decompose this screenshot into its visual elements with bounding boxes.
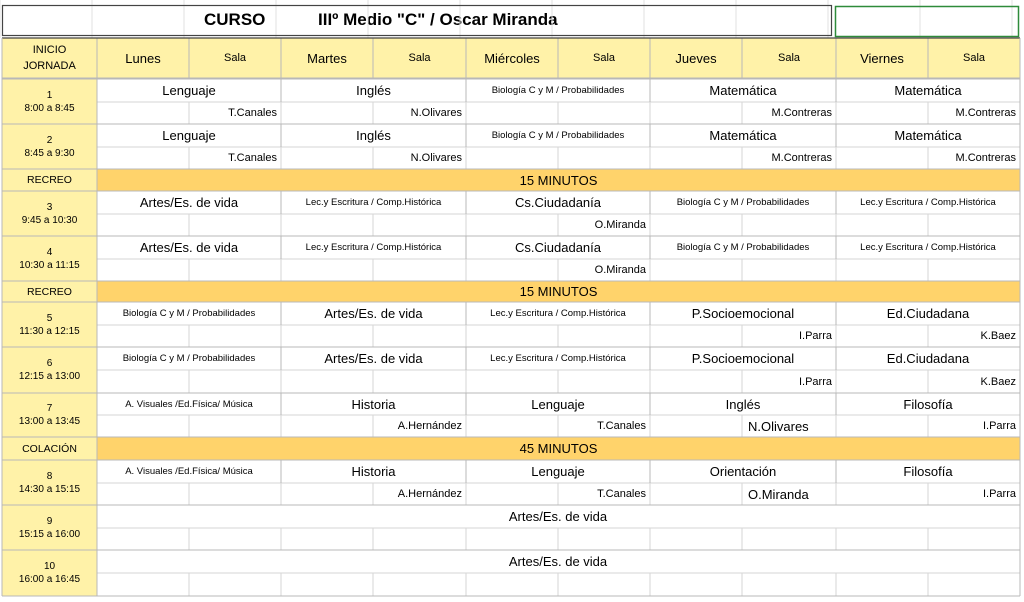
teacher-cell — [928, 528, 1020, 550]
teacher-cell — [373, 573, 466, 596]
teacher-cell — [373, 325, 466, 347]
teacher-cell: A.Hernández — [397, 488, 462, 500]
subject-cell: P.Socioemocional — [691, 351, 795, 366]
subject-cell: Historia — [351, 464, 396, 479]
header-sala-1: Sala — [373, 38, 466, 78]
title-curso: CURSO — [204, 10, 266, 29]
block-hours: 14:30 a 15:15 — [18, 483, 81, 495]
subject-cell: Biología C y M / Probabilidades — [122, 308, 256, 319]
block-hours: 13:00 a 13:45 — [18, 416, 81, 427]
teacher-cell: I.Parra — [798, 330, 832, 342]
block-time-4 — [2, 302, 97, 347]
subject-cell: Lenguaje — [162, 128, 216, 143]
teacher-cell — [928, 573, 1020, 596]
subject-cell: Lec.y Escritura / Comp.Histórica — [305, 197, 442, 208]
subject-cell: Historia — [351, 396, 396, 412]
header-sala-2: Sala — [558, 38, 650, 78]
block-number: 8 — [46, 470, 53, 482]
teacher-cell: O.Miranda — [748, 486, 809, 502]
teacher-cell: I.Parra — [798, 375, 832, 388]
break-duration-0: 15 MINUTOS — [97, 169, 1020, 191]
subject-cell: Matemática — [894, 128, 962, 143]
header-day-1: Martes — [281, 38, 373, 78]
subject-cell: Matemática — [709, 83, 777, 98]
block-number: 9 — [46, 515, 53, 527]
subject-cell: Artes/Es. de vida — [324, 351, 423, 366]
teacher-cell: K.Baez — [980, 375, 1016, 388]
teacher-cell: N.Olivares — [410, 107, 462, 119]
block-time-2 — [2, 191, 97, 236]
block-hours: 15:15 a 16:00 — [18, 528, 81, 540]
teacher-cell: O.Miranda — [594, 264, 646, 276]
block-hours: 10:30 a 11:15 — [19, 259, 80, 271]
teacher-cell — [189, 259, 281, 281]
header-inicio: INICIO — [32, 44, 67, 56]
subject-cell: Inglés — [356, 128, 391, 143]
block-hours: 16:00 a 16:45 — [18, 574, 81, 585]
subject-cell: Filosofía — [903, 396, 953, 412]
break-label-1: RECREO — [2, 281, 97, 302]
block-time-6 — [2, 393, 97, 437]
header-sala-3: Sala — [742, 38, 836, 78]
subject-cell — [836, 550, 1020, 573]
subject-cell: Lec.y Escritura / Comp.Histórica — [490, 353, 626, 364]
teacher-cell: O.Miranda — [594, 219, 646, 231]
subject-cell: Ed.Ciudadana — [886, 306, 970, 321]
teacher-cell: M.Contreras — [771, 152, 832, 164]
selected-cell-outline — [836, 7, 1019, 37]
subject-cell: Artes/Es. de vida — [139, 240, 239, 255]
subject-cell: Cs.Ciudadanía — [515, 240, 601, 255]
teacher-cell — [558, 528, 650, 550]
subject-cell — [650, 550, 836, 573]
teacher-cell: T.Canales — [228, 107, 277, 119]
header-day-2: Miércoles — [466, 38, 558, 78]
block-number: 5 — [46, 312, 53, 324]
block-number: 2 — [46, 134, 53, 146]
block-number: 3 — [46, 201, 53, 213]
teacher-cell — [928, 259, 1020, 281]
subject-cell: Artes/Es. de vida — [139, 195, 239, 210]
teacher-cell: M.Contreras — [955, 152, 1016, 164]
header-sala-4: Sala — [928, 38, 1020, 78]
block-number: 10 — [43, 561, 56, 572]
block-hours: 8:00 a 8:45 — [24, 102, 75, 114]
teacher-cell — [189, 325, 281, 347]
teacher-cell: A.Hernández — [397, 420, 462, 432]
block-time-5 — [2, 347, 97, 393]
teacher-cell — [189, 214, 281, 236]
subject-cell: Biología C y M / Probabilidades — [491, 130, 625, 141]
block-hours: 9:45 a 10:30 — [21, 214, 78, 226]
break-label-0: RECREO — [2, 169, 97, 191]
subject-cell — [281, 505, 466, 528]
subject-cell: Ed.Ciudadana — [886, 351, 970, 366]
teacher-cell — [558, 102, 650, 124]
subject-cell — [650, 505, 836, 528]
subject-cell: Inglés — [356, 83, 391, 98]
header-jornada: JORNADA — [23, 60, 76, 72]
teacher-cell: I.Parra — [982, 488, 1016, 500]
teacher-cell — [373, 259, 466, 281]
block-time-0 — [2, 79, 97, 124]
subject-cell: Inglés — [725, 396, 761, 412]
subject-cell: Orientación — [709, 464, 777, 479]
teacher-cell — [928, 214, 1020, 236]
header-day-4: Viernes — [836, 38, 928, 78]
block-time-7 — [2, 460, 97, 505]
subject-cell: Biología C y M / Probabilidades — [676, 242, 810, 253]
title-course: IIIº Medio "C" / Oscar Miranda — [318, 10, 558, 29]
subject-cell — [97, 505, 281, 528]
subject-cell: Artes/Es. de vida — [324, 306, 423, 321]
teacher-cell — [189, 415, 281, 437]
teacher-cell — [742, 259, 836, 281]
subject-cell: Filosofía — [903, 464, 953, 479]
teacher-cell: N.Olivares — [410, 152, 462, 164]
teacher-cell — [189, 573, 281, 596]
teacher-cell: T.Canales — [597, 488, 646, 500]
teacher-cell — [373, 370, 466, 393]
teacher-cell — [373, 214, 466, 236]
teacher-cell: T.Canales — [228, 152, 277, 164]
block-number: 4 — [46, 246, 53, 258]
teacher-cell — [558, 370, 650, 393]
header-sala-0: Sala — [189, 38, 281, 78]
subject-cell: Lenguaje — [162, 83, 216, 98]
teacher-cell: M.Contreras — [955, 107, 1016, 119]
block-time-8 — [2, 505, 97, 550]
subject-cell: Matemática — [894, 83, 962, 98]
teacher-cell: K.Baez — [980, 330, 1016, 342]
subject-cell: Lec.y Escritura / Comp.Histórica — [305, 242, 442, 253]
teacher-cell — [373, 528, 466, 550]
teacher-cell — [558, 147, 650, 169]
header-inicio-jornada — [2, 38, 97, 78]
teacher-cell — [558, 325, 650, 347]
block-hours: 12:15 a 13:00 — [18, 371, 81, 382]
title-bar — [2, 4, 832, 36]
teacher-cell — [742, 528, 836, 550]
subject-cell: Biología C y M / Probabilidades — [122, 353, 256, 364]
block-number: 1 — [46, 89, 53, 101]
subject-cell: Lenguaje — [531, 396, 585, 412]
subject-cell — [281, 550, 466, 573]
teacher-cell — [742, 214, 836, 236]
subject-cell: Lec.y Escritura / Comp.Histórica — [860, 242, 996, 253]
block-time-1 — [2, 124, 97, 169]
subject-cell: Biología C y M / Probabilidades — [491, 85, 625, 96]
subject-cell: Artes/Es. de vida — [508, 509, 608, 524]
block-time-9 — [2, 550, 97, 596]
subject-cell: A. Visuales /Ed.Física/ Música — [125, 398, 253, 410]
teacher-cell — [189, 483, 281, 505]
subject-cell: P.Socioemocional — [691, 306, 795, 321]
teacher-cell — [742, 573, 836, 596]
subject-cell: A. Visuales /Ed.Física/ Música — [125, 466, 253, 477]
subject-cell: Biología C y M / Probabilidades — [676, 197, 810, 208]
header-day-3: Jueves — [650, 38, 742, 78]
teacher-cell: M.Contreras — [771, 107, 832, 119]
teacher-cell: N.Olivares — [748, 418, 809, 434]
subject-cell: Lenguaje — [531, 464, 585, 479]
subject-cell: Artes/Es. de vida — [508, 554, 608, 569]
subject-cell — [97, 550, 281, 573]
subject-cell: Lec.y Escritura / Comp.Histórica — [860, 197, 996, 208]
block-number: 7 — [46, 403, 53, 414]
teacher-cell: I.Parra — [982, 420, 1016, 432]
block-hours: 11:30 a 12:15 — [19, 325, 80, 337]
subject-cell — [836, 505, 1020, 528]
subject-cell: Lec.y Escritura / Comp.Histórica — [490, 308, 626, 319]
block-number: 6 — [46, 358, 53, 369]
header-day-0: Lunes — [97, 38, 189, 78]
teacher-cell: T.Canales — [597, 420, 646, 432]
break-duration-1: 15 MINUTOS — [97, 281, 1020, 302]
block-time-3 — [2, 236, 97, 281]
teacher-cell — [558, 573, 650, 596]
block-hours: 8:45 a 9:30 — [24, 147, 75, 159]
teacher-cell — [189, 370, 281, 393]
break-duration-2: 45 MINUTOS — [97, 437, 1020, 460]
break-label-2: COLACIÓN — [2, 437, 97, 460]
teacher-cell — [189, 528, 281, 550]
subject-cell: Cs.Ciudadanía — [515, 195, 601, 210]
subject-cell: Matemática — [709, 128, 777, 143]
